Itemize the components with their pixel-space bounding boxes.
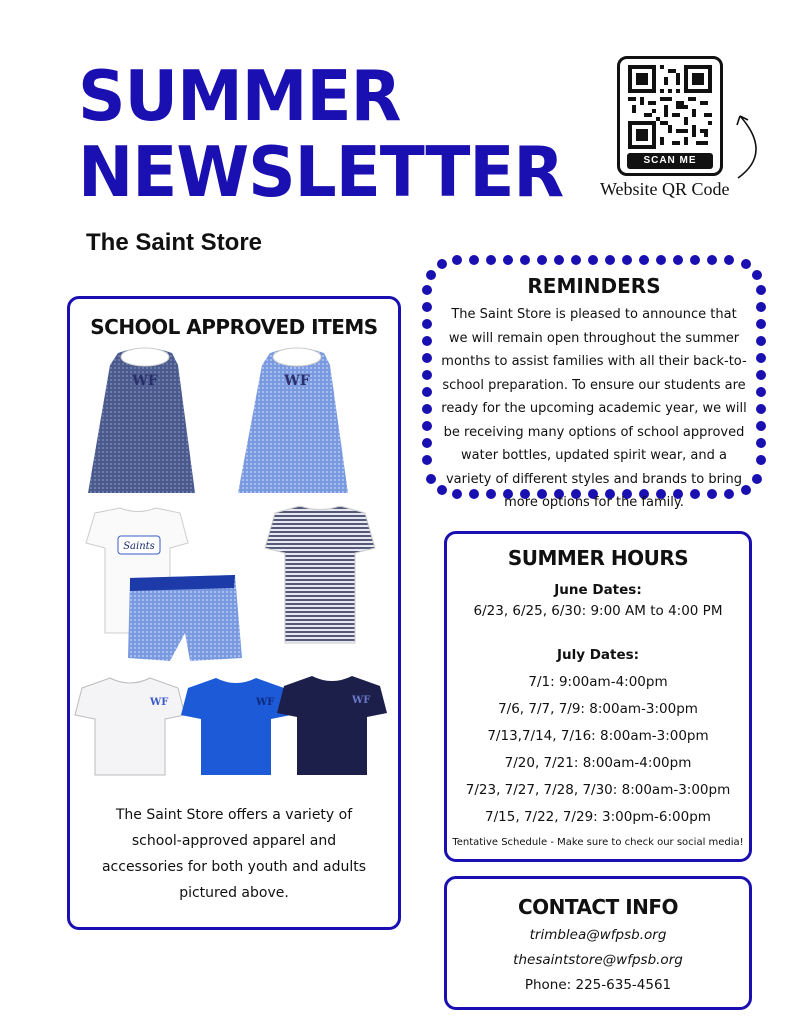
july-hours-line: 7/13,7/14, 7/16: 8:00am-3:00pm [487, 728, 709, 744]
border-dot [756, 353, 766, 363]
border-dot [520, 255, 530, 265]
border-dot [422, 387, 432, 397]
july-hours-line: 7/20, 7/21: 8:00am-4:00pm [504, 755, 692, 771]
border-dot [707, 255, 717, 265]
reminders-body: The Saint Store is pleased to announce that we will remain open throughout the summer months to assist families with all their back-to-school preparation. To ensure our students are ready for the upcoming academic year, we will be receiving many options of school approved water bottles, updated spirit wear, and a variety of different styles and brands to bring more options for the family. [441, 307, 747, 510]
border-dot [537, 255, 547, 265]
border-dot [422, 302, 432, 312]
border-dot [756, 319, 766, 329]
title-line-2: NEWSLETTER [78, 132, 564, 213]
border-dot [452, 255, 462, 265]
border-dot [724, 255, 734, 265]
july-hours-line: 7/6, 7/7, 7/9: 8:00am-3:00pm [498, 701, 698, 717]
scan-me-label: SCAN ME [627, 153, 713, 169]
border-dot [756, 404, 766, 414]
border-dot [756, 370, 766, 380]
approved-items-description: The Saint Store offers a variety of school-approved apparel and accessories for both youth and adults pictured above. [101, 807, 367, 901]
dress-light-gingham [238, 348, 348, 493]
polo-logo: WF [256, 697, 275, 708]
royal-polo [181, 678, 291, 775]
store-name: The Saint Store [86, 229, 263, 256]
title-line-1: SUMMER [78, 56, 401, 137]
shirt-text: Saints [123, 541, 155, 552]
border-dot [756, 302, 766, 312]
border-dot [673, 255, 683, 265]
border-dot [422, 370, 432, 380]
border-dot [622, 255, 632, 265]
qr-frame [617, 56, 723, 176]
navy-polo [277, 676, 387, 775]
reminders-heading: REMINDERS [527, 274, 661, 298]
polo-logo: WF [352, 695, 371, 706]
border-dot [571, 255, 581, 265]
white-polo [75, 678, 185, 775]
approved-items-box [67, 296, 401, 930]
qr-pattern-icon [628, 65, 712, 149]
border-dot [690, 255, 700, 265]
email-link[interactable]: trimblea@wfpsb.org [529, 927, 667, 943]
curved-arrow-icon [728, 108, 768, 188]
reminders-box [419, 252, 769, 510]
striped-polo [265, 506, 375, 643]
border-dot [422, 353, 432, 363]
contact-info-box [444, 876, 752, 1010]
border-dot [422, 438, 432, 448]
email-link[interactable]: thesaintstore@wfpsb.org [513, 952, 683, 968]
border-dot [503, 255, 513, 265]
contact-heading: CONTACT INFO [517, 895, 679, 919]
dress-logo: WF [132, 373, 158, 389]
border-dot [554, 255, 564, 265]
dress-logo: WF [284, 373, 310, 389]
border-dot [752, 474, 762, 484]
june-label: June Dates: [554, 582, 642, 598]
border-dot [422, 336, 432, 346]
border-dot [437, 259, 447, 269]
border-dot [756, 438, 766, 448]
border-dot [422, 455, 432, 465]
border-dot [639, 255, 649, 265]
border-dot [588, 255, 598, 265]
border-dot [756, 387, 766, 397]
border-dot [426, 474, 436, 484]
july-hours-line: 7/15, 7/22, 7/29: 3:00pm-6:00pm [485, 809, 711, 825]
border-dot [741, 259, 751, 269]
border-dot [422, 404, 432, 414]
summer-hours-box [444, 531, 752, 862]
border-dot [756, 421, 766, 431]
phone-number[interactable]: Phone: 225-635-4561 [524, 977, 672, 993]
qr-caption: Website QR Code [600, 179, 730, 199]
border-dot [422, 421, 432, 431]
border-dot [605, 255, 615, 265]
approved-items-heading: SCHOOL APPROVED ITEMS [90, 315, 378, 339]
border-dot [656, 255, 666, 265]
july-hours-line: 7/23, 7/27, 7/28, 7/30: 8:00am-3:00pm [465, 782, 731, 798]
summer-hours-heading: SUMMER HOURS [507, 546, 689, 570]
june-hours: 6/23, 6/25, 6/30: 9:00 AM to 4:00 PM [473, 603, 723, 619]
july-label: July Dates: [556, 647, 640, 663]
border-dot [469, 255, 479, 265]
border-dot [486, 255, 496, 265]
schedule-note: Tentative Schedule - Make sure to check our social media! [452, 837, 744, 848]
apparel-photos [70, 343, 398, 783]
border-dot [422, 319, 432, 329]
border-dot [756, 455, 766, 465]
border-dot [756, 336, 766, 346]
qr-code[interactable] [617, 56, 721, 174]
dress-dark-gingham [88, 348, 195, 493]
saints-shirt-and-shorts [86, 508, 242, 661]
polo-logo: WF [150, 697, 169, 708]
july-hours-line: 7/1: 9:00am-4:00pm [528, 674, 668, 690]
